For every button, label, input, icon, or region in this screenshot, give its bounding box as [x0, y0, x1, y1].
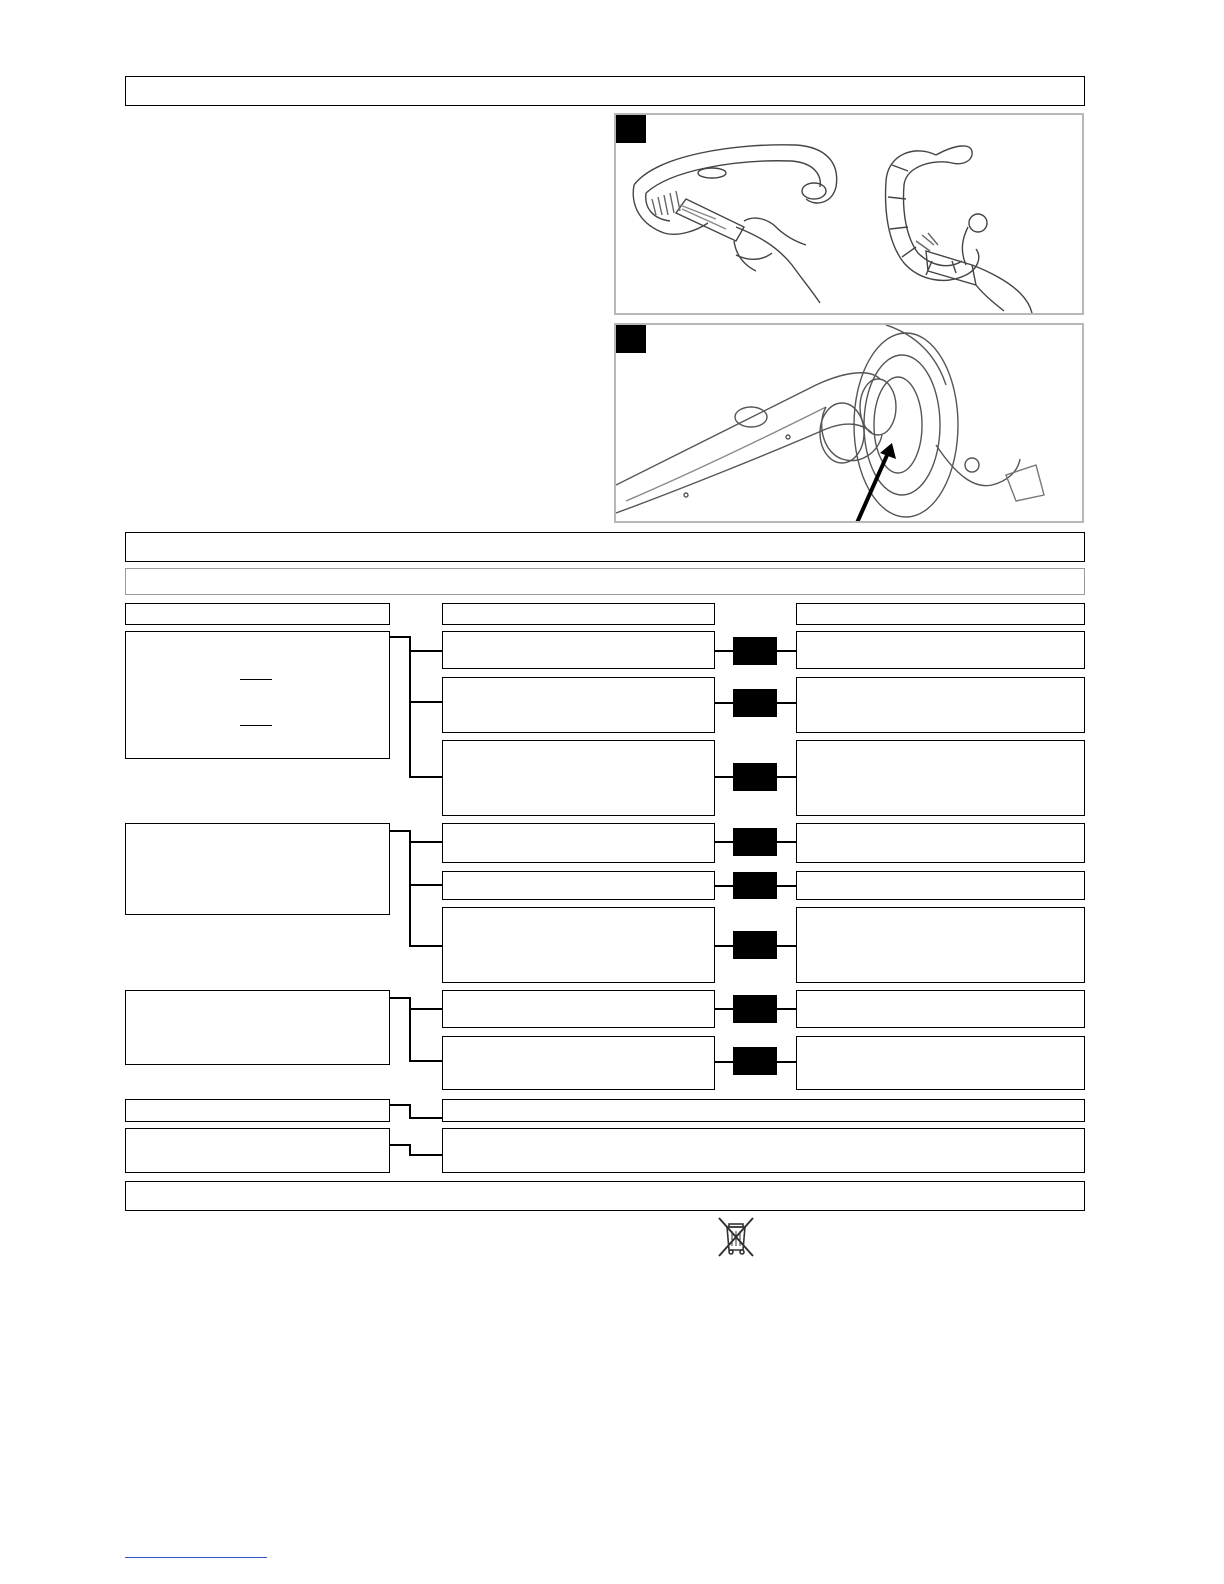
section-2-subtitle-box	[125, 568, 1085, 595]
cause-box-3-2	[442, 1036, 715, 1090]
header-solution	[796, 603, 1085, 625]
problem-box-2	[125, 823, 390, 915]
connector	[409, 1154, 442, 1156]
cause-box-1-2	[442, 677, 715, 733]
figure-1	[614, 113, 1084, 315]
extra-problem-box-1	[125, 1099, 390, 1122]
connector	[409, 997, 411, 1062]
solution-box-2-1	[796, 823, 1085, 863]
cause-box-2-1	[442, 823, 715, 863]
problem-1-underline-2	[240, 725, 272, 726]
solution-box-2-3	[796, 907, 1085, 983]
connector	[409, 1104, 411, 1118]
footer-link-underline[interactable]	[125, 1557, 267, 1558]
arrow-badge-1-3	[733, 763, 777, 791]
extra-note-box-2	[442, 1128, 1085, 1173]
cause-box-2-2	[442, 871, 715, 900]
connector	[409, 945, 442, 947]
connector	[409, 1117, 442, 1119]
connector	[409, 776, 442, 778]
figure-2-illustration	[616, 325, 1084, 523]
figure-1-illustration	[616, 115, 1084, 315]
arrow-badge-1-2	[733, 689, 777, 717]
solution-box-2-2	[796, 871, 1085, 900]
section-1-title-box	[125, 76, 1085, 106]
arrow-badge-2-3	[733, 931, 777, 959]
cause-box-1-1	[442, 631, 715, 669]
cause-box-2-3	[442, 907, 715, 983]
connector	[409, 884, 442, 886]
extra-note-box-1	[442, 1099, 1085, 1122]
connector	[390, 997, 410, 999]
solution-box-1-1	[796, 631, 1085, 669]
connector	[409, 701, 442, 703]
extra-problem-box-2	[125, 1128, 390, 1173]
solution-box-3-2	[796, 1036, 1085, 1090]
section-3-title-box	[125, 1181, 1085, 1211]
cause-box-1-3	[442, 740, 715, 816]
section-2-title-box	[125, 532, 1085, 562]
arrow-badge-3-1	[733, 995, 777, 1023]
figure-2	[614, 323, 1084, 523]
arrow-badge-3-2	[733, 1047, 777, 1075]
connector	[409, 1008, 442, 1010]
connector	[390, 636, 410, 638]
connector	[390, 1144, 410, 1146]
connector	[390, 1104, 410, 1106]
solution-box-3-1	[796, 990, 1085, 1028]
solution-box-1-3	[796, 740, 1085, 816]
connector	[409, 650, 442, 652]
arrow-badge-2-2	[733, 872, 777, 899]
header-cause	[442, 603, 715, 625]
problem-box-1	[125, 631, 390, 759]
header-problem	[125, 603, 390, 625]
crossed-out-wheelie-bin-icon	[716, 1216, 756, 1258]
cause-box-3-1	[442, 990, 715, 1028]
connector	[409, 841, 442, 843]
problem-box-3	[125, 990, 390, 1065]
connector	[409, 830, 411, 947]
connector	[409, 636, 411, 777]
connector	[390, 830, 410, 832]
solution-box-1-2	[796, 677, 1085, 733]
arrow-badge-2-1	[733, 828, 777, 856]
problem-1-underline-1	[240, 679, 272, 680]
connector	[409, 1060, 442, 1062]
arrow-badge-1-1	[733, 637, 777, 665]
